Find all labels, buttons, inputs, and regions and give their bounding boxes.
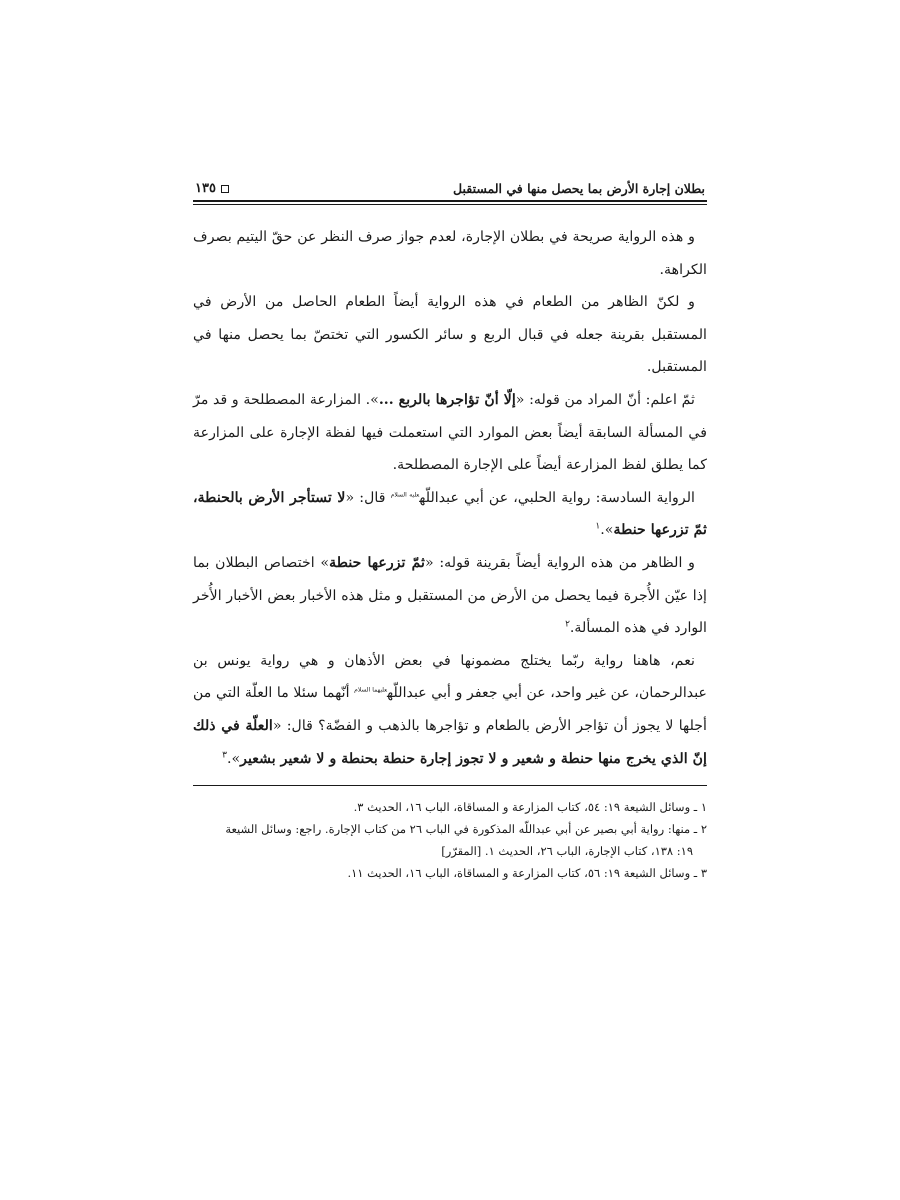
paragraph-text: الرواية السادسة: رواية الحلبي، عن أبي عبداللّه — [419, 489, 695, 506]
paragraph — [193, 645, 707, 775]
paragraph — [193, 482, 707, 547]
paragraph-text: نعم، هاهنا رواية ربّما يختلج مضمونها في بعض الأذهان و هي رواية يونس بن عبدالرحمان، عن غير واحد، عن أبي جعفر و أبي عبداللّه — [193, 652, 707, 702]
running-header — [193, 170, 707, 198]
footnote-ref: ٢ — [565, 619, 570, 630]
footnote-separator — [193, 785, 707, 786]
honorific-mark: عليهما السلام — [354, 686, 388, 694]
paragraph-text: أنّهما سئلا ما العلّة التي من أجلها لا يجوز أن تؤاجر الأرض بالطعام و تؤاجرها بالذهب و الفضّة؟ قال: « — [193, 685, 707, 734]
paragraph — [193, 547, 707, 645]
footnote: ٢ ـ منها: رواية أبي بصير عن أبي عبداللّه المذكورة في الباب ٢٦ من كتاب الإجارة. راجع: وسائل الشيعة — [225, 822, 707, 837]
paragraph — [193, 384, 707, 482]
quoted-hadith: إلّا أنّ تؤاجرها بالربع ... — [378, 391, 516, 408]
running-title: بطلان إجارة الأرض بما يحصل منها في المستقبل — [453, 181, 705, 196]
paragraph-text: » اختصاص البطلان بما إذا عيّن الأُجرة فيما يحصل من الأرض من المستقبل و مثل هذه الأخبار بعض الأخبار الأُخر الوارد في هذه المسألة. — [193, 554, 707, 637]
quoted-hadith: العلّة في ذلك إنّ الذي يخرج منها حنطة و شعير و لا تجوز إجارة حنطة بحنطة و لا شعير بشعير — [193, 717, 707, 767]
paragraph-text: قال: « — [345, 489, 391, 506]
body-text — [193, 221, 707, 775]
paragraph-text: ثمّ اعلم: أنّ المراد من قوله: « — [515, 391, 696, 408]
footnotes — [193, 796, 707, 884]
header-rule-thick — [193, 200, 707, 202]
footnote: ١ ـ وسائل الشيعة ١٩: ٥٤، كتاب المزارعة و المساقاة، الباب ١٦، الحديث ٣. — [353, 800, 707, 815]
paragraph-text: و الظاهر من هذه الرواية أيضاً بقرينة قوله: « — [425, 554, 695, 571]
footnote-continuation: ١٩: ١٣٨، كتاب الإجارة، الباب ٢٦، الحديث ١. [المقرّر] — [441, 844, 693, 859]
footnote-ref: ٣ — [222, 749, 227, 760]
footnote: ٣ ـ وسائل الشيعة ١٩: ٥٦، كتاب المزارعة و المساقاة، الباب ١٦، الحديث ١١. — [347, 866, 707, 881]
book-page — [193, 170, 707, 884]
paragraph-text: و لكنّ الظاهر من الطعام في هذه الرواية أيضاً الطعام الحاصل من الأرض في المستقبل بقرينة جعله في قبال الربع و سائر الكسور التي تختصّ بما يحصل منها في المستقبل. — [193, 294, 707, 376]
paragraph-text: ». — [226, 750, 241, 767]
paragraph-text: ». — [600, 522, 614, 539]
square-ornament-icon — [221, 185, 229, 193]
header-rule-thin — [193, 204, 707, 205]
quoted-hadith: ثمّ تزرعها حنطة — [329, 554, 425, 571]
page-number: ١٣٥ — [195, 181, 216, 196]
paragraph-text: و هذه الرواية صريحة في بطلان الإجارة، لعدم جواز صرف النظر عن حقّ اليتيم بصرف الكراهة. — [193, 229, 707, 278]
quoted-hadith: لا تستأجر الأرض بالحنطة، ثمّ تزرعها حنطة — [193, 489, 707, 539]
honorific-mark: عليه السلام — [390, 491, 420, 499]
paragraph — [193, 286, 707, 384]
paragraph — [193, 221, 707, 286]
paragraph-text: ». المزارعة المصطلحة و قد مرّ في المسألة السابقة أيضاً بعض الموارد التي استعملت فيها لفظة الإجارة على المزارعة كما يطلق لفظ المزارعة أيضاً على الإجارة المصطلحة. — [193, 391, 707, 474]
footnote-ref: ١ — [595, 521, 601, 532]
page-number-block — [195, 181, 229, 196]
